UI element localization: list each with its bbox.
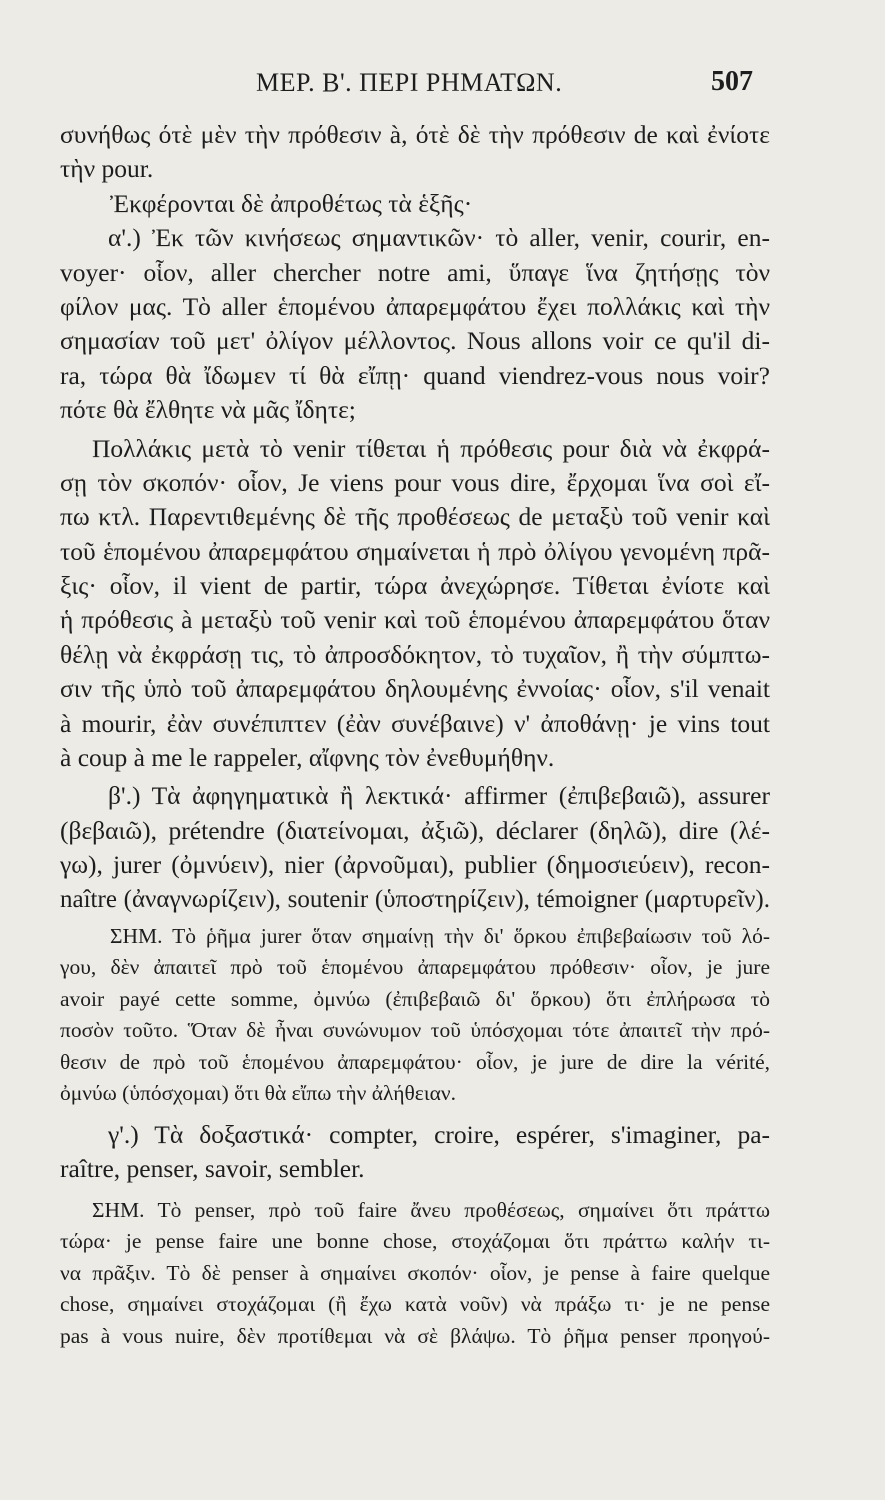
text-line: ra, τώρα θὰ ἴδωμεν τί θὰ εἴπῃ· quand viendrez-vous nous voir? bbox=[60, 360, 770, 390]
page-number: 507 bbox=[711, 66, 753, 97]
note-line: ΣΗΜ. Τὸ ῥῆμα jurer ὅταν σημαίνῃ τὴν δι' ὅρκου ἐπιβεβαίωσιν τοῦ λό- bbox=[110, 923, 770, 948]
text-line: συνήθως ότὲ μὲν τὴν πρόθεσιν à, ότὲ δὲ τὴν πρόθεσιν de καὶ ἐνίοτε bbox=[60, 120, 770, 149]
note-line: ΣΗΜ. Τὸ penser, πρὸ τοῦ faire ἄνευ προθέσεως, σημαίνει ὅτι πράττω bbox=[92, 1197, 770, 1222]
text-line: πω κτλ. Παρεντιθεμένης δὲ τῆς προθέσεως de μεταξὺ τοῦ venir καὶ bbox=[60, 502, 770, 532]
text-line: θέλῃ νὰ ἐκφράσῃ τις, τὸ ἀπροσδόκητον, τὸ τυχαῖον, ἢ τὴν σύμπτω- bbox=[60, 639, 770, 669]
running-title: ΜΕΡ. Β'. ΠΕΡΙ ΡΗΜΑΤΩΝ. bbox=[256, 68, 563, 97]
text-line: raître, penser, savoir, sembler. bbox=[60, 1154, 365, 1184]
note-line: pas à vous nuire, δὲν προτίθεμαι νὰ σὲ βλάψω. Τὸ ῥῆμα penser προηγού- bbox=[60, 1323, 770, 1348]
text-line: voyer· οἷον, aller chercher notre ami, ὕπαγε ἵνα ζητήσῃς τὸν bbox=[60, 257, 770, 287]
text-line: ἡ πρόθεσις à μεταξὺ τοῦ venir καὶ τοῦ ἑπομένου ἀπαρεμφάτου ὅταν bbox=[60, 605, 770, 635]
note-line: chose, σημαίνει στοχάζομαι (ἢ ἔχω κατὰ νοῦν) νὰ πράξω τι· je ne pense bbox=[60, 1292, 770, 1317]
text-line: φίλον μας. Τὸ aller ἑπομένου ἀπαρεμφάτου ἔχει πολλάκις καὶ τὴν bbox=[60, 291, 770, 321]
text-line: à coup à me le rappeler, αἴφνης τὸν ἐνεθυμήθην. bbox=[60, 743, 555, 773]
note-line: να πρᾶξιν. Τὸ δὲ penser à σημαίνει σκοπόν· οἷον, je pense à faire quelque bbox=[60, 1260, 770, 1285]
text-line: ξις· οἷον, il vient de partir, τώρα ἀνεχώρησε. Τίθεται ἐνίοτε καὶ bbox=[60, 571, 770, 601]
note-line: θεσιν de πρὸ τοῦ ἑπομένου ἀπαρεμφάτου· οἷον, je jure de dire la vérité, bbox=[60, 1049, 770, 1074]
text-line: πότε θὰ ἔλθητε νὰ μᾶς ἴδητε; bbox=[60, 395, 356, 425]
note-line: τώρα· je pense faire une bonne chose, στοχάζομαι ὅτι πράττω καλήν τι- bbox=[60, 1229, 770, 1254]
text-line: Πολλάκις μετὰ τὸ venir τίθεται ἡ πρόθεσις pour διὰ νὰ ἐκφρά- bbox=[92, 433, 770, 463]
text-line: (βεβαιῶ), prétendre (διατείνομαι, ἀξιῶ), déclarer (δηλῶ), dire (λέ- bbox=[60, 815, 770, 845]
text-line: Ἐκφέρονται δὲ ἀπροθέτως τὰ ἑξῆς· bbox=[110, 188, 473, 218]
text-line: naître (ἀναγνωρίζειν), soutenir (ὑποστηρίζειν), témoigner (μαρτυρεῖν). bbox=[60, 885, 770, 913]
text-line: σιν τῆς ὑπὸ τοῦ ἀπαρεμφάτου δηλουμένης ἐννοίας· οἷον, s'il venait bbox=[60, 674, 770, 704]
note-line: avoir payé cette somme, ὀμνύω (ἐπιβεβαιῶ δι' ὅρκου) ὅτι ἐπλήρωσα τὸ bbox=[60, 986, 770, 1011]
text-line: τοῦ ἑπομένου ἀπαρεμφάτου σημαίνεται ἡ πρὸ ὀλίγου γενομένη πρᾶ- bbox=[60, 536, 770, 566]
text-line: σημασίαν τοῦ μετ' ὀλίγον μέλλοντος. Nous allons voir ce qu'il di- bbox=[60, 326, 770, 356]
text-line: α'.) Ἐκ τῶν κινήσεως σημαντικῶν· τὸ aller, venir, courir, en- bbox=[108, 223, 770, 253]
text-line: τὴν pour. bbox=[60, 154, 154, 184]
note-line: γου, δὲν ἀπαιτεῖ πρὸ τοῦ ἑπομένου ἀπαρεμφάτου πρόθεσιν· οἷον, je jure bbox=[60, 955, 770, 980]
text-line: σῃ τὸν σκοπόν· οἷον, Je viens pour vous dire, ἔρχομαι ἵνα σοὶ εἴ- bbox=[60, 467, 770, 497]
text-line: β'.) Τὰ ἀφηγηματικὰ ἢ λεκτικά· affirmer (ἐπιβεβαιῶ), assurer bbox=[108, 781, 770, 811]
page-header bbox=[0, 62, 885, 102]
text-line: γω), jurer (ὀμνύειν), nier (ἀρνοῦμαι), publier (δημοσιεύειν), recon- bbox=[60, 850, 770, 880]
text-line: à mourir, ἐὰν συνέπιπτεν (ἐὰν συνέβαινε) ν' ἀποθάνῃ· je vins tout bbox=[60, 708, 770, 738]
body-text bbox=[60, 118, 770, 1352]
note-line: ποσὸν τοῦτο. Ὅταν δὲ ἦναι συνώνυμον τοῦ ὑπόσχομαι τότε ἀπαιτεῖ τὴν πρό- bbox=[60, 1018, 770, 1043]
text-line: γ'.) Τὰ δοξαστικά· compter, croire, espérer, s'imaginer, pa- bbox=[108, 1119, 770, 1149]
note-line: ὀμνύω (ὑπόσχομαι) ὅτι θὰ εἴπω τὴν ἀλήθειαν. bbox=[60, 1081, 456, 1106]
